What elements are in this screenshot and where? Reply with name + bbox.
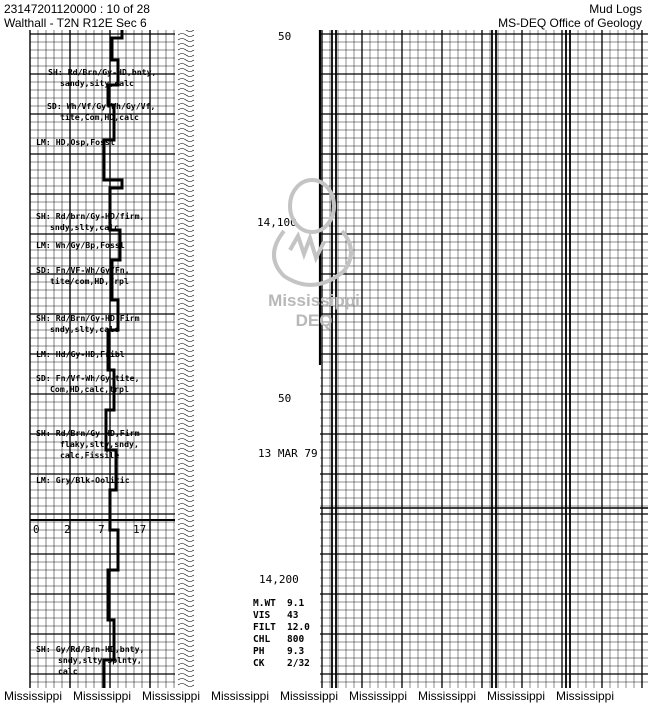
date-label: 13 MAR 79 — [258, 447, 318, 460]
watermark-text: DEQ — [295, 311, 333, 330]
mud-property-value: 9.1 — [287, 598, 305, 609]
lithology-note: tite,Com,HD,calc — [60, 112, 139, 122]
scale-label: 7 — [98, 523, 105, 536]
footer-text: Mississippi — [487, 689, 546, 703]
lithology-note: SH: Rd/Brn/Gy-HD,bnty, — [48, 67, 157, 77]
footer-text: Mississippi — [211, 689, 270, 703]
left-track-grid — [30, 30, 175, 688]
mud-property-label: FILT — [253, 622, 276, 633]
well-id-label: 23147201120000 : 10 of 28 — [4, 2, 150, 16]
depth-label: 50 — [278, 30, 292, 43]
mud-property-value: 43 — [287, 610, 299, 621]
mud-property-value: 800 — [287, 634, 305, 645]
lithology-note: calc — [58, 666, 78, 676]
lithology-note: SH: Gy/Rd/Brn-HD,bnty, — [36, 644, 145, 654]
lithology-note: tite/com,HD,Trpl — [50, 276, 129, 286]
lithology-note: SH: Rd/Brn/Gy-HD,Firm — [36, 428, 140, 438]
mud-property-value: 2/32 — [287, 658, 310, 669]
lithology-note: flaky,slty,sndy, — [60, 439, 139, 449]
lithology-note: LM: HD,Osp,Fossl — [36, 137, 115, 147]
lithology-note: sndy,slty,calc — [50, 324, 120, 334]
depth-label: 14,100 — [257, 216, 297, 229]
watermark-text: Mississippi — [268, 291, 360, 310]
lithology-note: sandy,sity,calc — [60, 78, 134, 88]
lithology-note: SH: Rd/Brn/Gy-HD,Firm — [36, 313, 140, 323]
lithology-note: SD: Fn/Vf-Wh/Gy-tite, — [36, 373, 140, 383]
depth-label: 50 — [278, 392, 292, 405]
lithology-note: LM: Wh/Gy/Bp,Fossl — [36, 240, 125, 250]
right-track-grid — [320, 30, 648, 688]
footer-text: Mississippi — [73, 689, 132, 703]
footer-text: Mississippi — [418, 689, 477, 703]
lithology-note: sndy,slty,calc — [50, 222, 120, 232]
mud-log-scan — [0, 30, 648, 688]
scale-label: 2 — [64, 523, 71, 536]
footer-text: Mississippi — [349, 689, 408, 703]
lithology-background — [178, 30, 240, 688]
footer-repeat-bar — [0, 688, 648, 705]
footer-text: Mississippi — [142, 689, 201, 703]
footer-text: Mississippi — [4, 689, 63, 703]
lithology-column — [178, 30, 240, 688]
scale-label: 0 — [33, 523, 40, 536]
drill-rate-curve — [104, 30, 122, 688]
mud-property-label: PH — [253, 646, 265, 657]
mud-property-value: 9.3 — [287, 646, 305, 657]
scale-label: 17 — [133, 523, 147, 536]
footer-text: Mississippi — [280, 689, 339, 703]
lithology-note: LM: Gry/Blk-Oolitic — [36, 475, 130, 485]
mud-property-value: 12.0 — [287, 622, 310, 633]
well-location-label: Walthall - T2N R12E Sec 6 — [4, 16, 147, 30]
lithology-note: LM: Hd/Gy-HD,Fribl — [36, 349, 125, 359]
mud-property-label: CK — [253, 658, 265, 669]
mud-property-label: VIS — [253, 610, 271, 621]
depth-label: 14,200 — [259, 573, 299, 586]
lithology-note: calc,Fissile — [60, 450, 120, 460]
lithology-note: sndy,slty,splnty, — [58, 655, 142, 665]
lithology-note: Com,HD,calc,trpl — [50, 384, 129, 394]
lithology-note: SD: Fn/VF-Wh/Gy/Fn, — [36, 265, 130, 275]
mud-property-label: M.WT — [253, 598, 276, 609]
lithology-note: SH: Rd/brn/Gy-HD/firm, — [36, 211, 145, 221]
agency-label: MS-DEQ Office of Geology — [498, 16, 642, 30]
log-type-label: Mud Logs — [589, 2, 642, 16]
lithology-note: SD: Wh/Vf/Gy-Wh/Gy/Vf, — [47, 101, 156, 111]
footer-text: Mississippi — [556, 689, 615, 703]
mud-property-label: CHL — [253, 634, 271, 645]
